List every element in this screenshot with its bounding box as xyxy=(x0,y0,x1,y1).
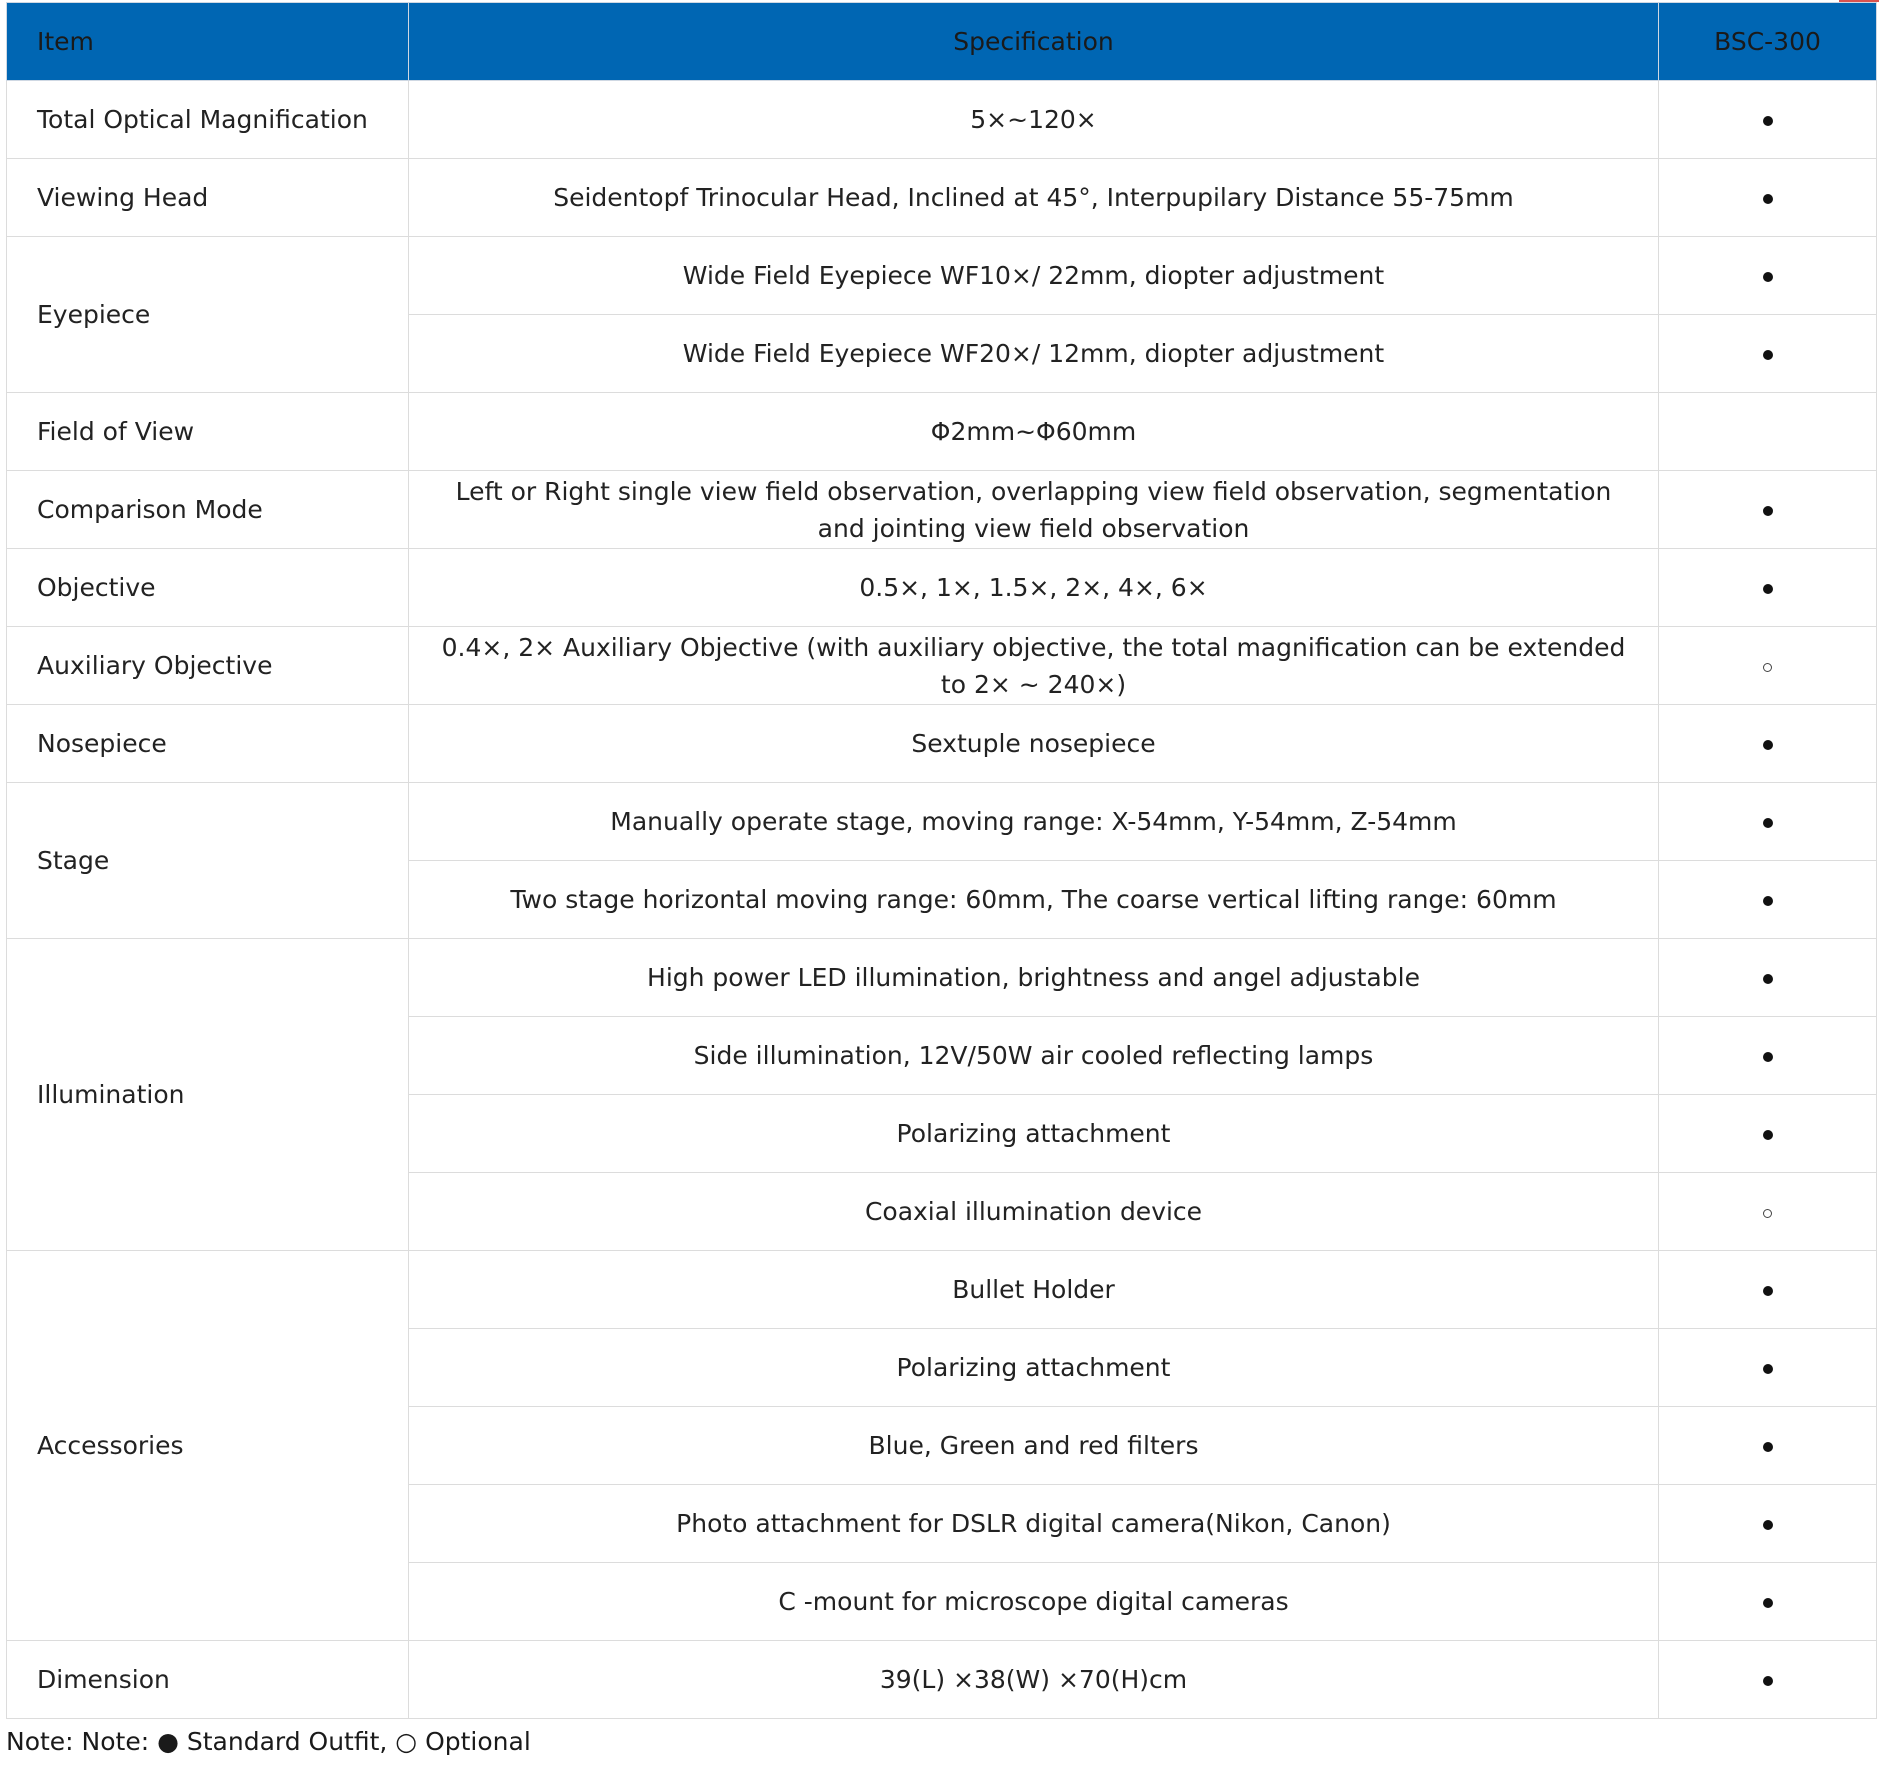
optional-ring-icon xyxy=(1763,1209,1772,1218)
header-specification: Specification xyxy=(409,3,1659,81)
row-item: Dimension xyxy=(7,1641,409,1719)
row-spec: 0.5×, 1×, 1.5×, 2×, 4×, 6× xyxy=(409,549,1659,627)
row-spec: Seidentopf Trinocular Head, Inclined at 45°, Interpupilary Distance 55-75mm xyxy=(409,159,1659,237)
row-spec: Blue, Green and red filters xyxy=(409,1407,1659,1485)
standard-dot-icon xyxy=(1763,1286,1773,1296)
row-mark xyxy=(1659,705,1877,783)
standard-dot-icon xyxy=(1763,1364,1773,1374)
row-mark xyxy=(1659,471,1877,549)
row-spec: Manually operate stage, moving range: X-54mm, Y-54mm, Z-54mm xyxy=(409,783,1659,861)
row-spec: C -mount for microscope digital cameras xyxy=(409,1563,1659,1641)
standard-dot-icon xyxy=(1763,974,1773,984)
row-mark xyxy=(1659,549,1877,627)
row-mark xyxy=(1659,315,1877,393)
row-item: Viewing Head xyxy=(7,159,409,237)
row-item: Field of View xyxy=(7,393,409,471)
row-item: Comparison Mode xyxy=(7,471,409,549)
standard-dot-icon xyxy=(1763,350,1773,360)
table-row xyxy=(7,1641,1877,1719)
table-row xyxy=(7,783,1877,861)
table-row xyxy=(7,393,1877,471)
standard-dot-icon xyxy=(1763,272,1773,282)
row-item: Accessories xyxy=(7,1251,409,1641)
table-row xyxy=(7,1251,1877,1329)
row-spec: 39(L) ×38(W) ×70(H)cm xyxy=(409,1641,1659,1719)
row-mark xyxy=(1659,627,1877,705)
row-spec: Wide Field Eyepiece WF10×/ 22mm, diopter adjustment xyxy=(409,237,1659,315)
standard-dot-icon xyxy=(1763,116,1773,126)
row-spec: 0.4×, 2× Auxiliary Objective (with auxiliary objective, the total magnification can be extended to 2× ~ 240×) xyxy=(409,627,1659,705)
row-spec: Polarizing attachment xyxy=(409,1095,1659,1173)
standard-dot-icon xyxy=(1763,584,1773,594)
row-item: Nosepiece xyxy=(7,705,409,783)
row-mark xyxy=(1659,1641,1877,1719)
row-mark xyxy=(1659,1329,1877,1407)
table-row xyxy=(7,81,1877,159)
standard-dot-icon xyxy=(1763,818,1773,828)
row-mark xyxy=(1659,1095,1877,1173)
standard-dot-icon xyxy=(1763,896,1773,906)
table-row xyxy=(7,237,1877,315)
row-item: Auxiliary Objective xyxy=(7,627,409,705)
row-spec: 5×~120× xyxy=(409,81,1659,159)
standard-dot-icon xyxy=(1763,506,1773,516)
standard-dot-icon xyxy=(1763,1442,1773,1452)
legend-note: Note: Note: ● Standard Outfit, ○ Optional xyxy=(6,1727,531,1756)
row-mark xyxy=(1659,81,1877,159)
row-mark xyxy=(1659,861,1877,939)
row-mark xyxy=(1659,1251,1877,1329)
table-row xyxy=(7,159,1877,237)
row-spec: Φ2mm~Φ60mm xyxy=(409,393,1659,471)
row-mark xyxy=(1659,237,1877,315)
corner-accent xyxy=(1839,0,1879,2)
header-item: Item xyxy=(7,3,409,81)
standard-dot-icon xyxy=(1763,1520,1773,1530)
row-item: Total Optical Magnification xyxy=(7,81,409,159)
standard-dot-icon xyxy=(1763,1130,1773,1140)
row-spec: Left or Right single view field observation, overlapping view field observation, segmentation and jointing view field observation xyxy=(409,471,1659,549)
standard-dot-icon xyxy=(1763,194,1773,204)
row-spec: Bullet Holder xyxy=(409,1251,1659,1329)
row-item: Stage xyxy=(7,783,409,939)
standard-dot-icon xyxy=(1763,740,1773,750)
row-mark xyxy=(1659,1407,1877,1485)
row-spec: Two stage horizontal moving range: 60mm, The coarse vertical lifting range: 60mm xyxy=(409,861,1659,939)
row-mark xyxy=(1659,1017,1877,1095)
row-mark xyxy=(1659,939,1877,1017)
row-mark xyxy=(1659,159,1877,237)
row-spec: High power LED illumination, brightness and angel adjustable xyxy=(409,939,1659,1017)
spec-table xyxy=(6,2,1877,1719)
row-mark-empty xyxy=(1659,393,1877,471)
row-spec: Photo attachment for DSLR digital camera(Nikon, Canon) xyxy=(409,1485,1659,1563)
standard-dot-icon xyxy=(1763,1598,1773,1608)
row-item: Eyepiece xyxy=(7,237,409,393)
row-spec: Polarizing attachment xyxy=(409,1329,1659,1407)
row-item: Objective xyxy=(7,549,409,627)
optional-ring-icon xyxy=(1763,663,1772,672)
row-mark xyxy=(1659,1485,1877,1563)
table-row xyxy=(7,939,1877,1017)
row-mark xyxy=(1659,783,1877,861)
standard-dot-icon xyxy=(1763,1676,1773,1686)
table-row xyxy=(7,705,1877,783)
row-spec: Side illumination, 12V/50W air cooled reflecting lamps xyxy=(409,1017,1659,1095)
header-model: BSC-300 xyxy=(1659,3,1877,81)
row-spec: Coaxial illumination device xyxy=(409,1173,1659,1251)
table-row xyxy=(7,627,1877,705)
row-mark xyxy=(1659,1173,1877,1251)
table-row xyxy=(7,549,1877,627)
row-spec: Sextuple nosepiece xyxy=(409,705,1659,783)
standard-dot-icon xyxy=(1763,1052,1773,1062)
row-mark xyxy=(1659,1563,1877,1641)
row-spec: Wide Field Eyepiece WF20×/ 12mm, diopter adjustment xyxy=(409,315,1659,393)
table-row xyxy=(7,471,1877,549)
table-header-row xyxy=(7,3,1877,81)
row-item: Illumination xyxy=(7,939,409,1251)
